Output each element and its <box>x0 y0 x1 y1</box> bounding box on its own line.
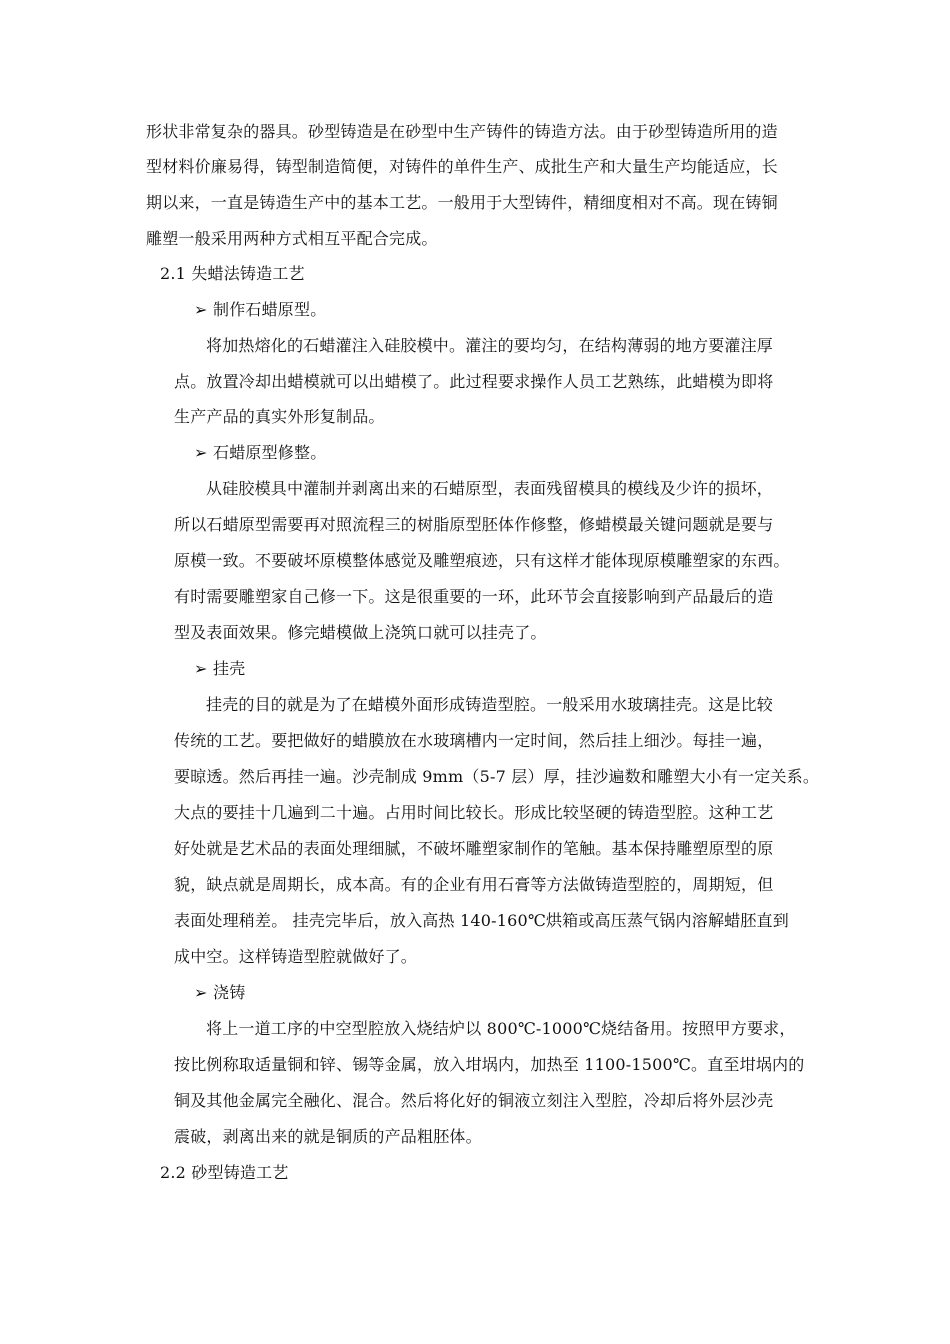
paragraph-line: 有时需要雕塑家自己修一下。这是很重要的一环，此环节会直接影响到产品最后的造 <box>174 587 774 606</box>
paragraph-line: 要晾透。然后再挂一遍。沙壳制成 9mm（5-7 层）厚，挂沙遍数和雕塑大小有一定关系。 <box>174 767 820 786</box>
paragraph-line: 所以石蜡原型需要再对照流程三的树脂原型胚体作修整，修蜡模最关键问题就是要与 <box>174 515 774 534</box>
arrow-bullet-icon: ➢ <box>194 443 208 462</box>
paragraph-line: 震破，剥离出来的就是铜质的产品粗胚体。 <box>174 1127 482 1146</box>
paragraph-line: 点。放置冷却出蜡模就可以出蜡模了。此过程要求操作人员工艺熟练，此蜡模为即将 <box>174 372 774 391</box>
paragraph-line: 从硅胶模具中灌制并剥离出来的石蜡原型，表面残留模具的模线及少许的损坏， <box>206 479 774 498</box>
bullet-label: 制作石蜡原型。 <box>213 300 327 319</box>
intro-line: 期以来，一直是铸造生产中的基本工艺。一般用于大型铸件，精细度相对不高。现在铸铜 <box>146 193 778 212</box>
intro-line: 雕塑一般采用两种方式相互平配合完成。 <box>146 229 438 248</box>
bullet-label: 石蜡原型修整。 <box>213 443 327 462</box>
bullet-item-wax-trim <box>194 443 326 463</box>
bullet-item-wax-model <box>194 300 326 320</box>
paragraph-line: 将加热熔化的石蜡灌注入硅胶模中。灌注的要均匀，在结构薄弱的地方要灌注厚 <box>206 336 774 355</box>
paragraph-line: 生产产品的真实外形复制品。 <box>174 407 385 426</box>
bullet-label: 挂壳 <box>213 659 246 678</box>
paragraph-line: 好处就是艺术品的表面处理细腻，不破坏雕塑家制作的笔触。基本保持雕塑原型的原 <box>174 839 774 858</box>
paragraph-line: 表面处理稍差。 挂壳完毕后，放入高热 140-160℃烘箱或高压蒸气锅内溶解蜡胚直到 <box>174 911 789 930</box>
arrow-bullet-icon: ➢ <box>194 300 208 319</box>
paragraph-line: 将上一道工序的中空型腔放入烧结炉以 800℃-1000℃烧结备用。按照甲方要求， <box>206 1019 796 1038</box>
paragraph-line: 成中空。这样铸造型腔就做好了。 <box>174 947 418 966</box>
bullet-item-pouring <box>194 983 245 1003</box>
intro-line: 型材料价廉易得，铸型制造简便，对铸件的单件生产、成批生产和大量生产均能适应，长 <box>146 157 778 176</box>
bullet-item-shell <box>194 659 245 679</box>
paragraph-line: 貌，缺点就是周期长，成本高。有的企业有用石膏等方法做铸造型腔的，周期短，但 <box>174 875 774 894</box>
bullet-label: 浇铸 <box>213 983 246 1002</box>
paragraph-line: 传统的工艺。要把做好的蜡膜放在水玻璃槽内一定时间，然后挂上细沙。每挂一遍， <box>174 731 774 750</box>
paragraph-line: 铜及其他金属完全融化、混合。然后将化好的铜液立刻注入型腔，冷却后将外层沙壳 <box>174 1091 774 1110</box>
arrow-bullet-icon: ➢ <box>194 659 208 678</box>
intro-line: 形状非常复杂的器具。砂型铸造是在砂型中生产铸件的铸造方法。由于砂型铸造所用的造 <box>146 122 778 141</box>
arrow-bullet-icon: ➢ <box>194 983 208 1002</box>
paragraph-line: 原模一致。不要破坏原模整体感觉及雕塑痕迹，只有这样才能体现原模雕塑家的东西。 <box>174 551 790 570</box>
paragraph-line: 按比例称取适量铜和锌、锡等金属，放入坩埚内，加热至 1100-1500℃。直至坩埚内的 <box>174 1055 805 1074</box>
paragraph-line: 大点的要挂十几遍到二十遍。占用时间比较长。形成比较坚硬的铸造型腔。这种工艺 <box>174 803 774 822</box>
paragraph-line: 挂壳的目的就是为了在蜡模外面形成铸造型腔。一般采用水玻璃挂壳。这是比较 <box>206 695 774 714</box>
section-heading-2-1: 2.1 失蜡法铸造工艺 <box>160 264 305 283</box>
paragraph-line: 型及表面效果。修完蜡模做上浇筑口就可以挂壳了。 <box>174 623 547 642</box>
section-heading-2-2: 2.2 砂型铸造工艺 <box>160 1163 289 1182</box>
